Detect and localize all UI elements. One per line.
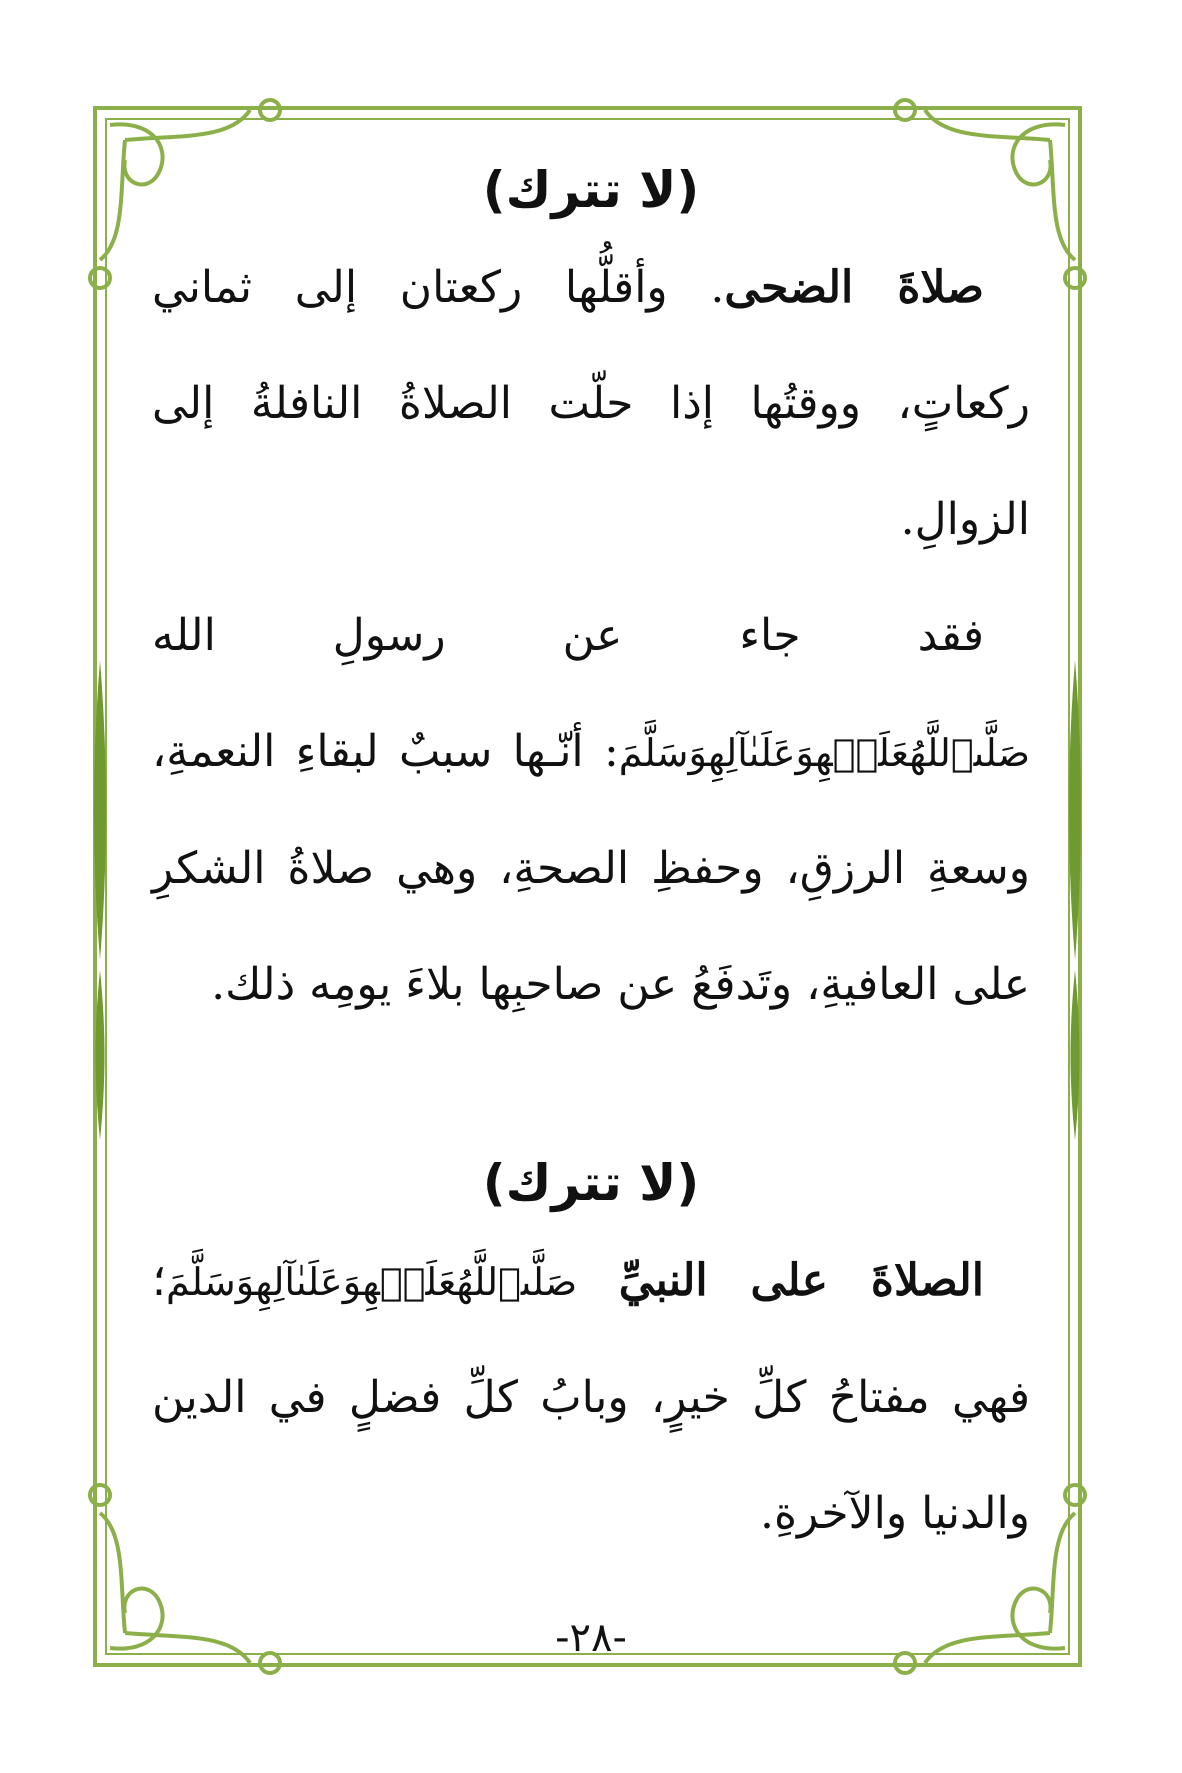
duha-text: . وأقلُّها ركعتان إلى ثماني ركعاتٍ، ووقتُها إذا حلّت الصلاةُ النافلةُ إلى الزوالِ.: [152, 262, 1030, 545]
page-number: -٢٨-: [555, 1615, 627, 1661]
duha-benefits-text: أنّـها سببٌ لبقاءِ النعمةِ، وسعةِ الرزقِ، وحفظِ الصحةِ، وهي صلاةُ الشكرِ على العافيةِ، وتَدفَعُ عن صاحبِها بلاءَ يومِه ذلك.: [152, 726, 1030, 1010]
honorific-phrase-1: صَلَّىٱللَّهُعَلَيۡهِوَعَلَىٰآلِهِوَسَلَّمَ: [618, 731, 1030, 775]
section-heading-1: (لا تترك): [482, 161, 700, 219]
paragraph-hadith-intro: [152, 578, 1030, 1043]
paragraph-duha: [152, 230, 1030, 578]
salawat-lead: الصلاةَ على النبيِّ: [618, 1255, 984, 1306]
colon: :: [603, 726, 619, 777]
paragraph-salawat: [152, 1223, 1030, 1572]
honorific-phrase-2: صَلَّىٱللَّهُعَلَيۡهِوَعَلَىٰآلِهِوَسَلَّمَ: [166, 1260, 578, 1304]
section-heading-2: (لا تترك): [482, 1154, 700, 1212]
duha-lead: صلاةَ الضحى: [724, 262, 984, 313]
page-body: [152, 150, 1030, 1572]
hadith-intro-text: فقد جاء عن رسولِ الله: [152, 610, 984, 661]
salawat-text: ؛ فهي مفتاحُ كلِّ خيرٍ، وبابُ كلِّ فضلٍ في الدين والدنيا والآخرةِ.: [152, 1255, 1030, 1539]
